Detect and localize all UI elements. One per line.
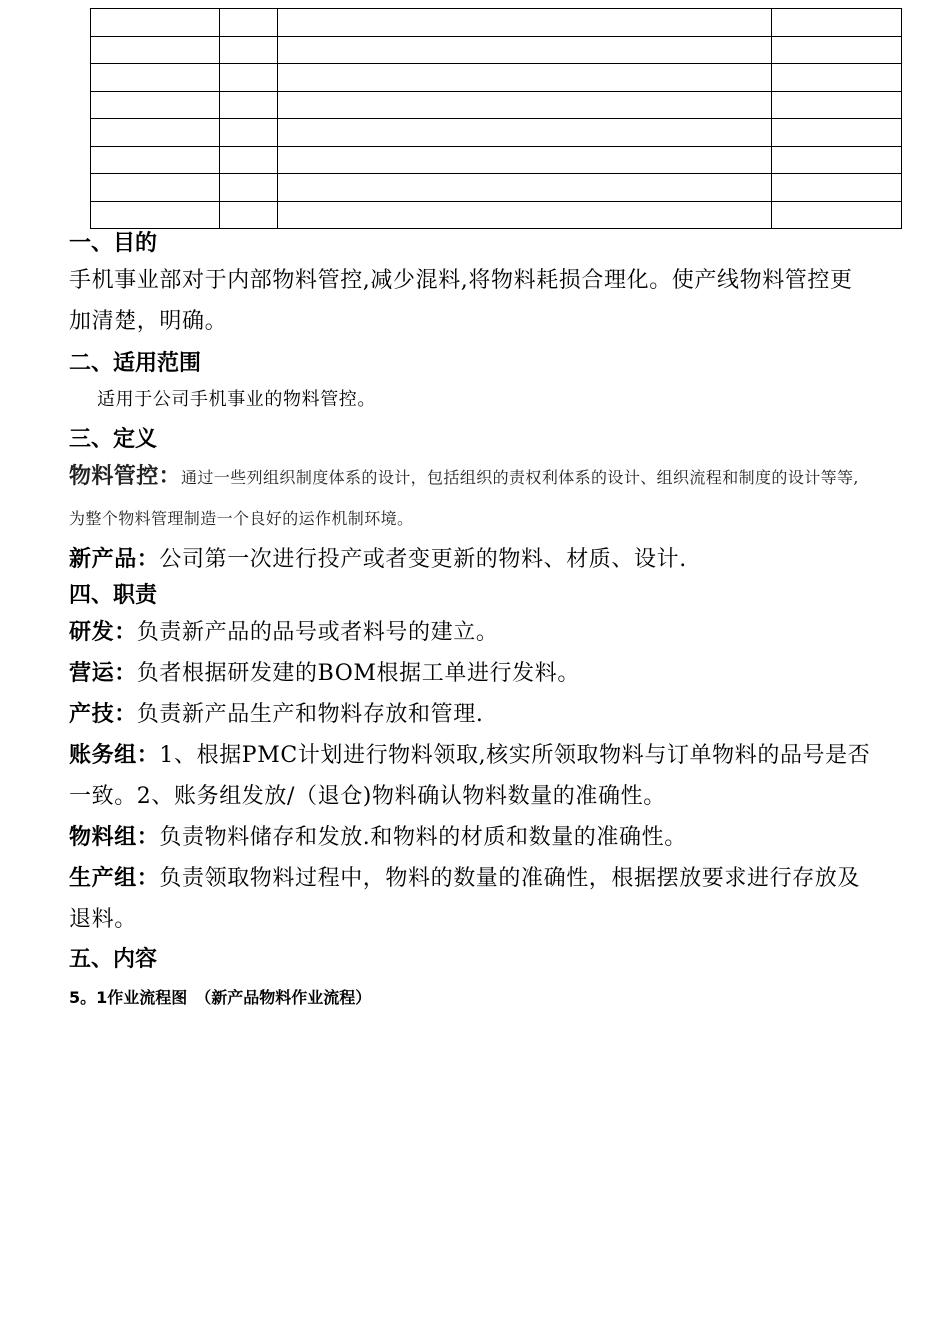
table-cell [772,91,902,119]
responsibility-term: 物料组： [69,825,160,850]
table-row [91,36,902,64]
table-cell [91,201,220,229]
table-row [91,146,902,174]
document-content [69,228,874,1014]
responsibility-material-group [69,817,874,858]
responsibility-text: 负责领取物料过程中，物料的数量的准确性，根据摆放要求进行存放及退料。 [69,866,861,932]
table-cell [278,36,772,64]
table-cell [220,119,278,147]
table-cell [91,174,220,202]
table-row [91,119,902,147]
table-cell [278,174,772,202]
table-cell [772,146,902,174]
table-cell [278,146,772,174]
table-cell [220,91,278,119]
responsibility-production-group [69,858,874,940]
responsibility-text: 负责新产品生产和物料存放和管理. [136,702,484,727]
table-cell [772,174,902,202]
table-cell [91,119,220,147]
responsibility-term: 账务组： [69,743,160,768]
table-cell [772,9,902,37]
section-heading-definitions: 三、定义 [69,427,158,452]
responsibility-operations [69,653,874,694]
table-cell [220,146,278,174]
section-heading-purpose: 一、目的 [69,231,158,256]
responsibility-term: 产技： [69,702,137,727]
table-cell [220,36,278,64]
responsibility-production-tech [69,694,874,735]
table-cell [91,64,220,92]
definition-new-product [69,539,874,580]
table-row [91,174,902,202]
table-cell [278,9,772,37]
scope-text: 适用于公司手机事业的物料管控。 [97,389,376,410]
table-cell [278,91,772,119]
section-heading-scope: 二、适用范围 [69,351,202,376]
table-cell [220,201,278,229]
table-cell [91,91,220,119]
revision-table [90,8,902,229]
table-cell [772,119,902,147]
definition-text: 通过一些列组织制度体系的设计，包括组织的责权利体系的设计、组织流程和制度的设计等等,为整个物料管理制造一个良好的运作机制环境。 [69,468,859,528]
table-cell [278,64,772,92]
responsibility-text: 负者根据研发建的BOM根据工单进行发料。 [136,661,580,686]
responsibility-text: 负责物料储存和发放.和物料的材质和数量的准确性。 [159,825,687,850]
table-cell [772,201,902,229]
definition-text: 公司第一次进行投产或者变更新的物料、材质、设计. [159,547,687,572]
definition-term: 物料管控： [69,464,182,489]
table-cell [220,174,278,202]
table-cell [220,9,278,37]
table-cell [772,36,902,64]
section-heading-content: 五、内容 [69,947,158,972]
table-cell [278,119,772,147]
definition-term: 新产品： [69,547,160,572]
revision-table-body [91,9,902,229]
table-cell [772,64,902,92]
table-row [91,64,902,92]
table-row [91,9,902,37]
table-cell [91,146,220,174]
purpose-text: 手机事业部对于内部物料管控,减少混料,将物料耗损合理化。使产线物料管控更加清楚，明确。 [69,268,853,334]
table-cell [91,9,220,37]
responsibility-accounts-group [69,735,874,817]
table-cell [91,36,220,64]
table-row [91,201,902,229]
table-cell [278,201,772,229]
responsibility-text: 1、根据PMC计划进行物料领取,核实所领取物料与订单物料的品号是否一致。2、账务组发放/（退仓)物料确认物料数量的准确性。 [69,743,871,809]
flowchart-subheading: 5。1作业流程图 （新产品物料作业流程） [69,988,372,1007]
table-cell [220,64,278,92]
section-heading-responsibilities: 四、职责 [69,583,158,608]
table-row [91,91,902,119]
definition-material-control [69,456,874,539]
responsibility-text: 负责新产品的品号或者料号的建立。 [136,620,499,645]
responsibility-term: 营运： [69,661,137,686]
responsibility-term: 研发： [69,620,137,645]
responsibility-rd [69,612,874,653]
responsibility-term: 生产组： [69,866,160,891]
